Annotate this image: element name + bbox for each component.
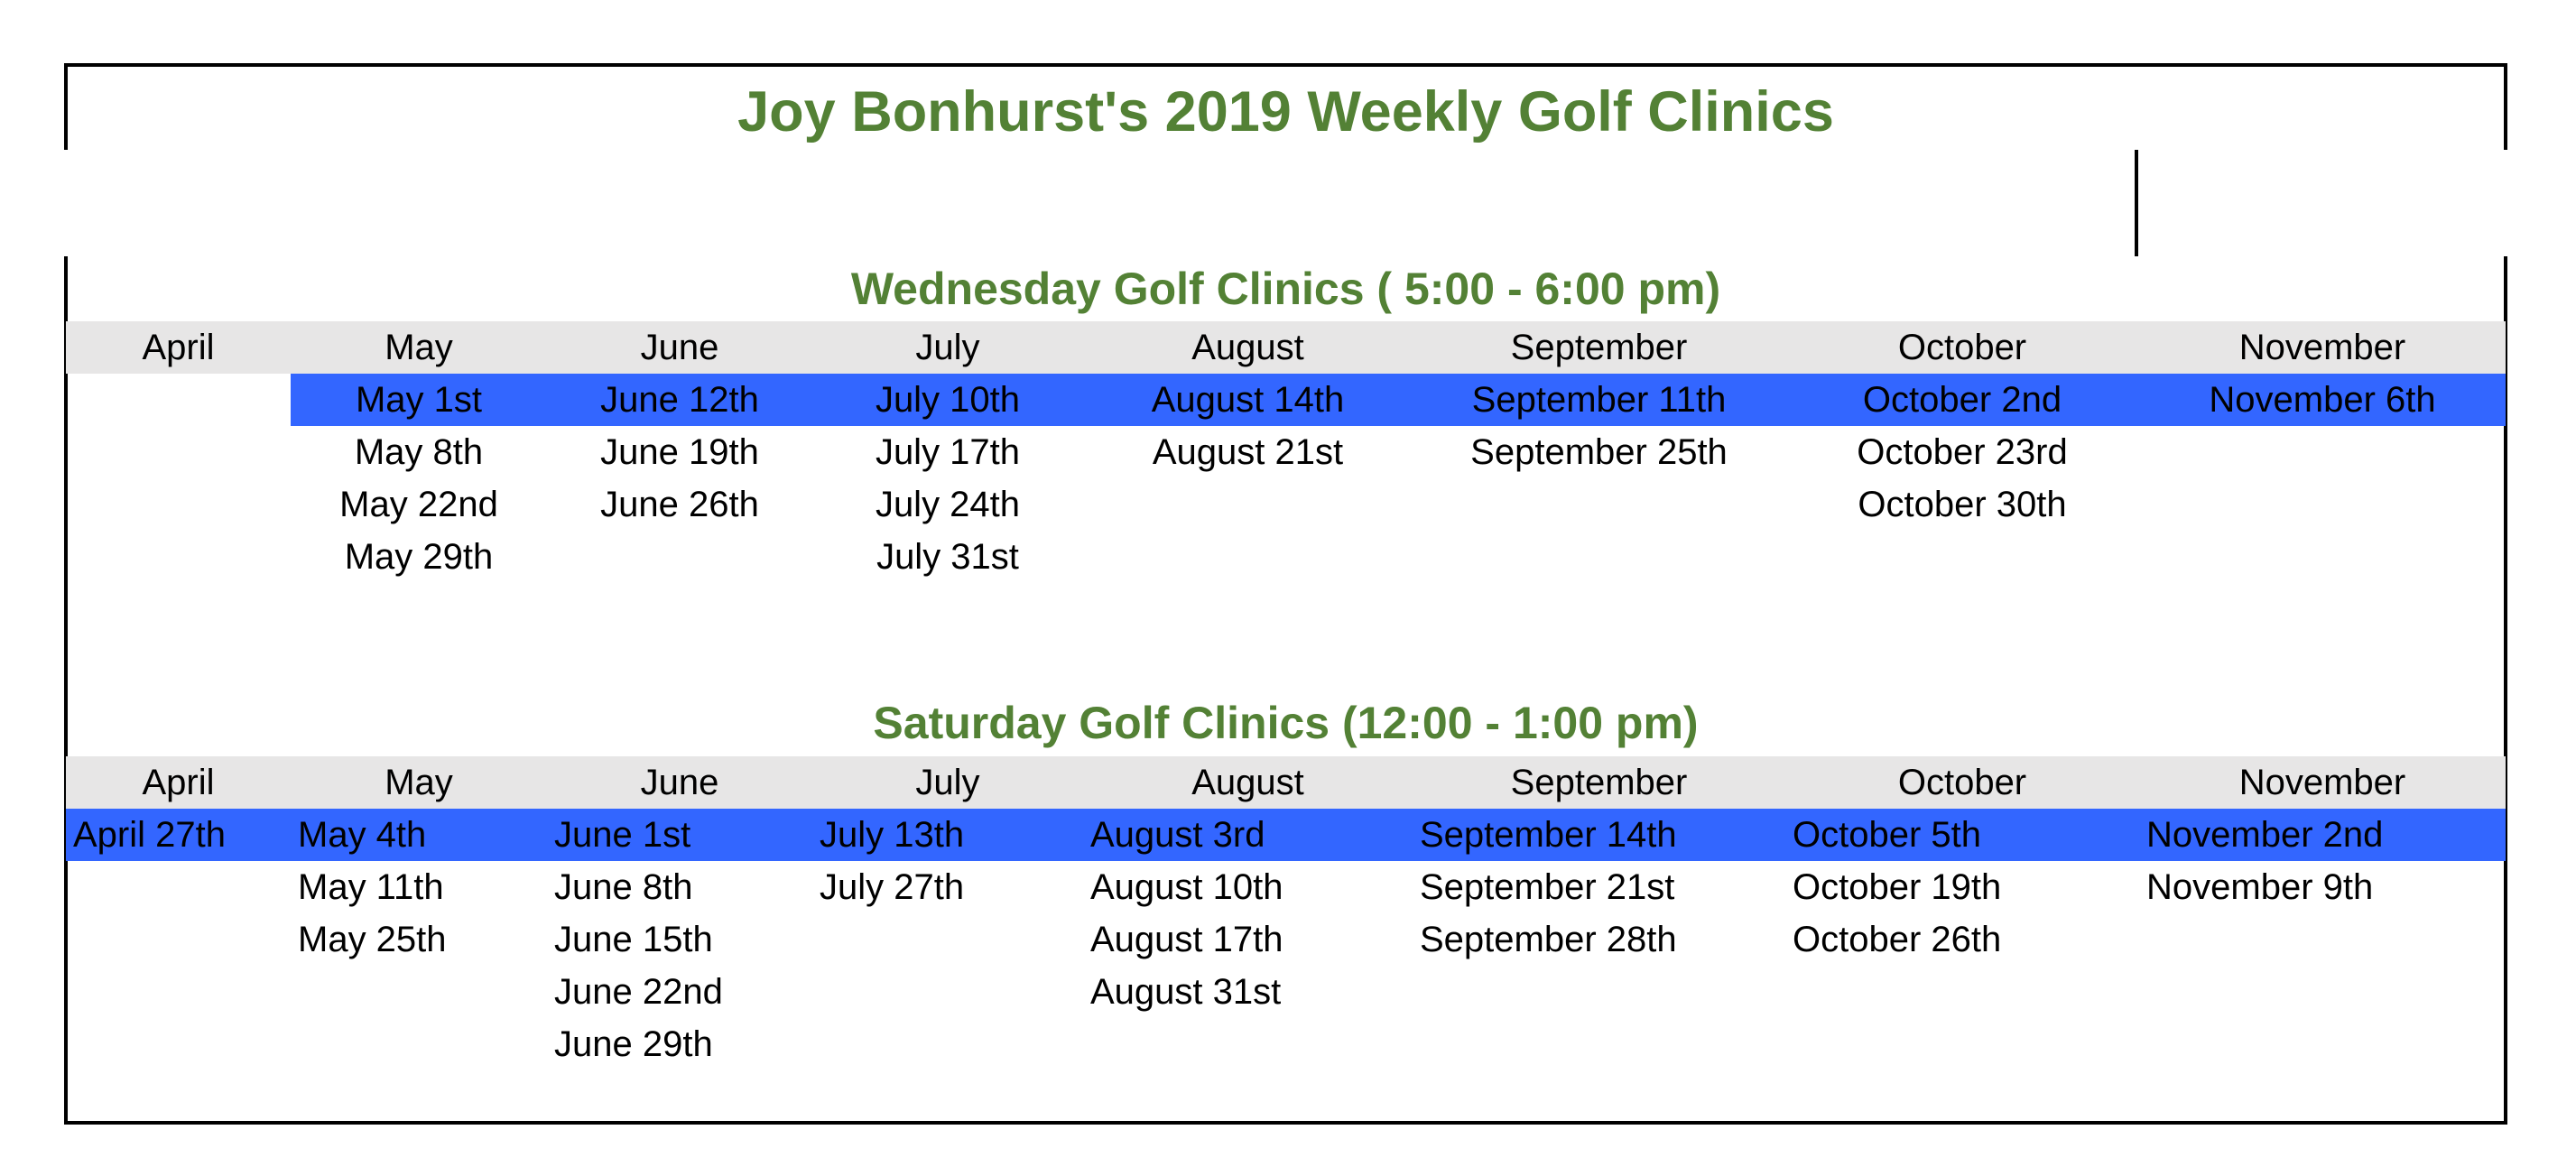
saturday-date-cell: September 21st <box>1420 867 1675 907</box>
wednesday-date-cell: September 25th <box>1470 432 1728 472</box>
saturday-date-cell: October 19th <box>1793 867 2002 907</box>
saturday-date-cell: November 9th <box>2146 867 2374 907</box>
wednesday-month-header-may: May <box>385 328 453 367</box>
saturday-date-cell: June 1st <box>554 815 691 855</box>
wednesday-date-cell: June 19th <box>600 432 759 472</box>
saturday-date-cell: June 8th <box>554 867 693 907</box>
wednesday-date-cell: May 1st <box>355 380 483 420</box>
wednesday-date-cell: October 30th <box>1858 485 2067 524</box>
saturday-date-cell: November 2nd <box>2146 815 2384 855</box>
wednesday-date-cell: June 26th <box>600 485 759 524</box>
wednesday-date-cell: October 23rd <box>1857 432 2068 472</box>
wednesday-date-cell: September 11th <box>1471 380 1727 420</box>
saturday-heading: Saturday Golf Clinics (12:00 - 1:00 pm) <box>873 698 1699 748</box>
saturday-date-cell: October 5th <box>1793 815 1982 855</box>
saturday-month-header-september: September <box>1510 763 1688 802</box>
page-title: Joy Bonhurst's 2019 Weekly Golf Clinics <box>737 80 1834 144</box>
frame-left-border-lower <box>64 256 68 1125</box>
wednesday-date-cell: November 6th <box>2209 380 2436 420</box>
wednesday-date-cell: August 21st <box>1152 432 1344 472</box>
saturday-month-header-october: October <box>1897 763 2027 802</box>
wednesday-month-header-april: April <box>142 328 215 367</box>
wednesday-date-cell: May 8th <box>354 432 484 472</box>
wednesday-month-header-june: June <box>640 328 719 367</box>
wednesday-date-cell: June 12th <box>600 380 759 420</box>
wednesday-date-cell: May 22nd <box>339 485 498 524</box>
saturday-date-cell: August 3rd <box>1090 815 1265 855</box>
saturday-date-cell: May 4th <box>298 815 427 855</box>
wednesday-month-header-november: November <box>2238 328 2406 367</box>
saturday-date-cell: August 10th <box>1090 867 1283 907</box>
wednesday-date-cell: July 10th <box>875 380 1021 420</box>
wednesday-heading: Wednesday Golf Clinics ( 5:00 - 6:00 pm) <box>850 264 1721 314</box>
wednesday-date-cell: October 2nd <box>1862 380 2062 420</box>
saturday-month-header-june: June <box>640 763 719 802</box>
saturday-month-header-july: July <box>915 763 980 802</box>
saturday-date-cell: October 26th <box>1793 920 2002 959</box>
saturday-date-cell: September 14th <box>1420 815 1677 855</box>
saturday-date-cell: July 27th <box>820 867 965 907</box>
saturday-month-header-april: April <box>142 763 215 802</box>
wednesday-date-cell: July 24th <box>875 485 1021 524</box>
saturday-date-cell: May 11th <box>298 867 444 907</box>
saturday-date-cell: June 22nd <box>554 972 723 1012</box>
frame-bottom-border <box>64 1121 2507 1125</box>
saturday-date-cell: June 29th <box>554 1024 713 1064</box>
saturday-date-cell: August 31st <box>1090 972 1282 1012</box>
saturday-month-header-november: November <box>2238 763 2406 802</box>
saturday-date-cell: April 27th <box>73 815 226 855</box>
saturday-month-header-august: August <box>1191 763 1304 802</box>
saturday-month-header-may: May <box>385 763 453 802</box>
wednesday-date-cell: July 31st <box>876 537 1019 577</box>
wednesday-month-header-august: August <box>1191 328 1304 367</box>
saturday-date-cell: September 28th <box>1420 920 1677 959</box>
wednesday-month-header-september: September <box>1510 328 1688 367</box>
saturday-date-cell: May 25th <box>298 920 447 959</box>
saturday-date-cell: June 15th <box>554 920 713 959</box>
wednesday-date-cell: May 29th <box>344 537 494 577</box>
frame-divider-line <box>2135 150 2138 256</box>
wednesday-date-cell: July 17th <box>875 432 1021 472</box>
wednesday-date-cell: August 14th <box>1151 380 1345 420</box>
saturday-date-cell: July 13th <box>820 815 965 855</box>
saturday-date-cell: August 17th <box>1090 920 1283 959</box>
wednesday-month-header-october: October <box>1897 328 2027 367</box>
wednesday-month-header-july: July <box>915 328 980 367</box>
